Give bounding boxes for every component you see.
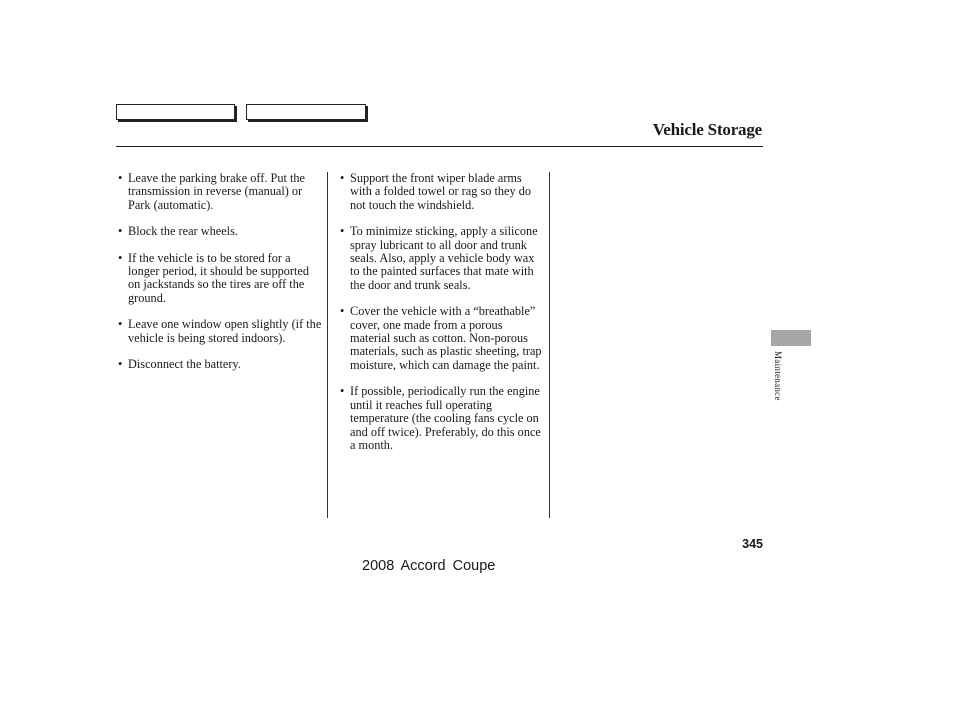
bullet-icon: • [340,304,345,319]
bullet-text: To minimize sticking, apply a silicone spray lubricant to all door and trunk seals. Also, apply a vehicle body wax to the painted surfaces that mate with the door and trunk seals. [350,224,538,292]
column-divider-1 [327,172,328,518]
bullet-text: Cover the vehicle with a “breathable” cover, one made from a porous material such as cotton. Non-porous materials, such as plastic sheeting, trap moisture, which can damage the paint. [350,304,542,372]
bullet-item [340,305,545,372]
bullet-icon: • [118,224,123,239]
bullet-text: Leave one window open slightly (if the vehicle is being stored indoors). [128,317,322,345]
bullet-text: Disconnect the battery. [128,357,241,372]
bullet-text: If the vehicle is to be stored for a longer period, it should be supported on jackstands so the tires are off the ground. [128,250,310,305]
main-menu-button[interactable] [116,104,235,120]
bullet-icon: • [118,357,123,372]
left-column [118,172,323,384]
bullet-text: Leave the parking brake off. Put the transmission in reverse (manual) or Park (automatic). [128,171,305,212]
maintenance-tab[interactable] [771,330,811,346]
bullet-item [118,252,323,306]
middle-column [340,172,545,465]
bullet-icon: • [340,171,345,185]
bullet-item [340,225,545,292]
section-title: Vehicle Storage [652,120,762,139]
bullet-item [340,172,545,212]
footer-model: 2008 Accord Coupe [362,558,496,574]
bullet-item [118,225,323,238]
index-button[interactable] [246,104,366,120]
bullet-text: Support the front wiper blade arms with a folded towel or rag so they do not touch the windshield. [350,171,531,212]
bullet-text: If possible, periodically run the engine until it reaches full operating temperature (the cooling fans cycle on and off twice). Preferably, do this once a month. [350,384,541,452]
bullet-icon: • [118,171,123,185]
page-number: 345 [742,537,763,551]
side-section-label: Maintenance [773,351,783,401]
bullet-item [118,172,323,212]
bullet-icon: • [340,384,345,399]
bullet-icon: • [340,224,345,239]
title-rule [116,146,763,147]
bullet-icon: • [118,250,123,265]
bullet-item [118,318,323,345]
bullet-item [340,385,545,452]
bullet-item [118,358,323,371]
bullet-text: Block the rear wheels. [128,224,238,239]
bullet-icon: • [118,317,123,332]
column-divider-2 [549,172,550,518]
